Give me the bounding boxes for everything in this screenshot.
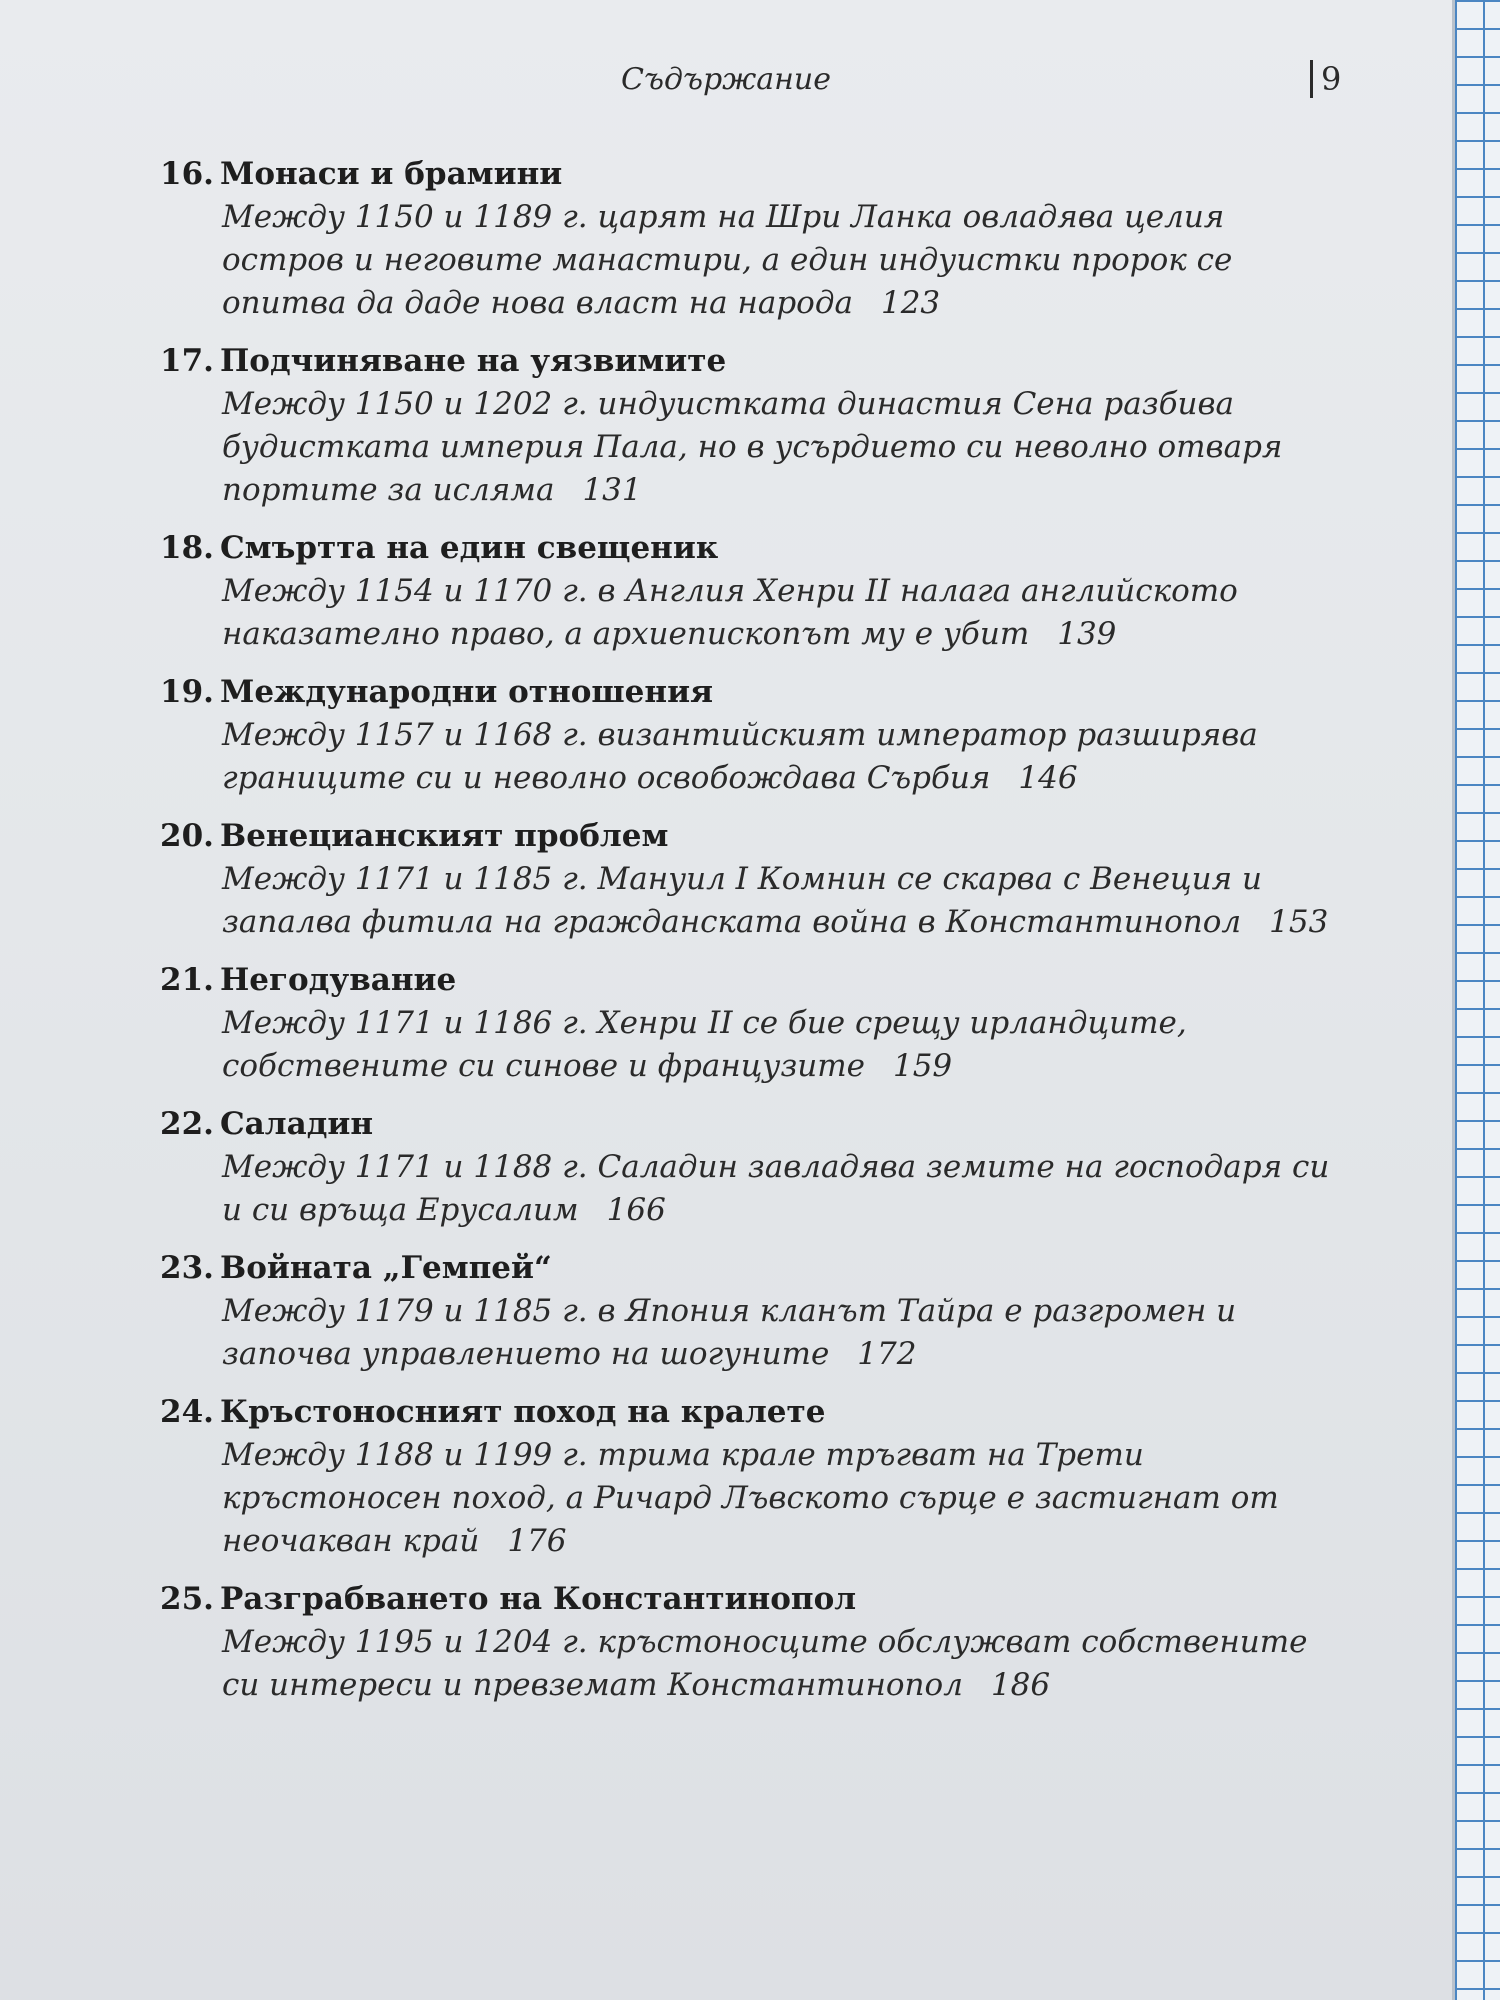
entry-description: Между 1179 и 1185 г. в Япония кланът Тайра е разгромен и започва управлението на шогуните [222, 1293, 1237, 1372]
entry-page-number: 146 [1018, 760, 1078, 796]
entry-title: Международни отношения [220, 674, 713, 710]
toc-entry-16 [160, 152, 1340, 325]
entry-number: 24. [160, 1394, 214, 1430]
entry-page-number: 131 [582, 472, 642, 508]
toc-entry-17 [160, 339, 1340, 512]
entry-description: Между 1150 и 1189 г. царят на Шри Ланка овладява целия остров и неговите манастири, а един индуистки пророк се опитва да даде нова власт на народа [222, 199, 1233, 321]
toc-entry-18 [160, 526, 1340, 656]
toc-entry-25 [160, 1577, 1340, 1707]
entry-page-number: 159 [892, 1048, 953, 1084]
page-number: 9 [1310, 60, 1341, 98]
entry-title: Венецианският проблем [220, 818, 669, 854]
page-title: Съдържание [621, 62, 831, 97]
entry-page-number: 176 [507, 1523, 567, 1559]
toc-entry-23 [160, 1246, 1340, 1376]
entry-description: Между 1195 и 1204 г. кръстоносците обслужват собствените си интереси и превземат Константинопол [222, 1624, 1308, 1703]
entry-number: 23. [160, 1250, 214, 1286]
entry-page-number: 166 [606, 1192, 666, 1228]
toc-entry-22 [160, 1102, 1340, 1232]
entry-number: 22. [160, 1106, 214, 1142]
toc-entry-20 [160, 814, 1340, 944]
entry-description: Между 1157 и 1168 г. византийският император разширява границите си и неволно освобождава Сърбия [222, 717, 1258, 796]
entry-page-number: 172 [857, 1336, 917, 1372]
entry-description: Между 1171 и 1188 г. Саладин завладява земите на господаря си и си връща Ерусалим [222, 1149, 1330, 1228]
entry-title: Разграбването на Константинопол [220, 1581, 857, 1617]
toc-entry-21 [160, 958, 1340, 1088]
toc-entry-24 [160, 1390, 1340, 1563]
entry-description: Между 1154 и 1170 г. в Англия Хенри II налага английското наказателно право, а архиепископът му е убит [222, 573, 1238, 652]
entry-number: 18. [160, 530, 214, 566]
entry-title: Негодувание [220, 962, 457, 998]
entry-number: 21. [160, 962, 214, 998]
table-of-contents [160, 152, 1340, 1721]
entry-title: Смъртта на един свещеник [220, 530, 719, 566]
entry-page-number: 123 [880, 285, 941, 321]
entry-title: Монаси и брамини [220, 156, 563, 192]
entry-description: Между 1171 и 1185 г. Мануил I Комнин се скарва с Венеция и запалва фитила на гражданската война в Константинопол [222, 861, 1262, 940]
toc-entry-19 [160, 670, 1340, 800]
entry-number: 16. [160, 156, 214, 192]
entry-description: Между 1171 и 1186 г. Хенри II се бие срещу ирландците, собствените си синове и французите [222, 1005, 1187, 1084]
entry-number: 25. [160, 1581, 214, 1617]
entry-title: Войната „Гемпей“ [220, 1250, 552, 1286]
entry-title: Подчиняване на уязвимите [220, 343, 727, 379]
entry-number: 19. [160, 674, 214, 710]
entry-number: 20. [160, 818, 214, 854]
entry-title: Кръстоносният поход на кралете [220, 1394, 826, 1430]
entry-page-number: 186 [990, 1667, 1051, 1703]
page-header [0, 62, 1452, 112]
entry-description: Между 1150 и 1202 г. индуистката династия Сена разбива будистката империя Пала, но в усърдието си неволно отваря портите за исляма [222, 386, 1283, 508]
entry-page-number: 139 [1057, 616, 1117, 652]
entry-description: Между 1188 и 1199 г. трима крале тръгват на Трети кръстоносен поход, а Ричард Лъвското сърце е застигнат от неочакван край [222, 1437, 1279, 1559]
entry-page-number: 153 [1269, 904, 1329, 940]
entry-title: Саладин [220, 1106, 374, 1142]
graph-paper-background [1452, 0, 1500, 2000]
entry-number: 17. [160, 343, 214, 379]
